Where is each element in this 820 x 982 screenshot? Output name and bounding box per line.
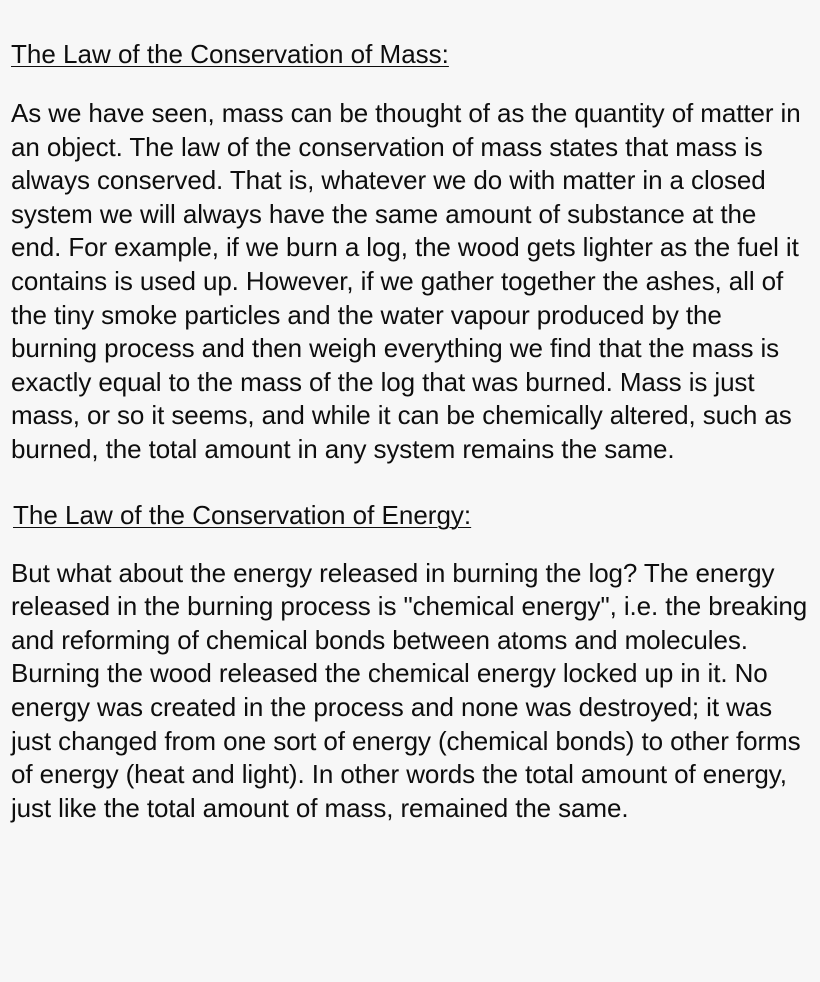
section-body-energy: But what about the energy released in burning the log? The energy released in the burning process is "chemical energy", i.e. the breaking and reforming of chemical bonds between atoms and molecules. Burning the wood released the chemical energy locked up in it. No energy was created in the process and none was destroyed; it was just changed from one sort of energy (chemical bonds) to other forms of energy (heat and light). In other words the total amount of energy, just like the total amount of mass, remained the same. (11, 557, 808, 823)
section-body-mass: As we have seen, mass can be thought of as the quantity of matter in an object. The law of the conservation of mass states that mass is always conserved. That is, whatever we do with matter in a closed system we will always have the same amount of substance at the end. For example, if we burn a log, the wood gets lighter as the fuel it contains is used up. However, if we gather together the ashes, all of the tiny smoke particles and the water vapour produced by the burning process and then weigh everything we find that the mass is exactly equal to the mass of the log that was burned. Mass is just mass, or so it seems, and while it can be chemically altered, such as burned, the total amount in any system remains the same. (11, 98, 801, 464)
section-heading-energy: The Law of the Conservation of Energy: (13, 499, 472, 530)
section-heading-mass: The Law of the Conservation of Mass: (11, 39, 449, 69)
